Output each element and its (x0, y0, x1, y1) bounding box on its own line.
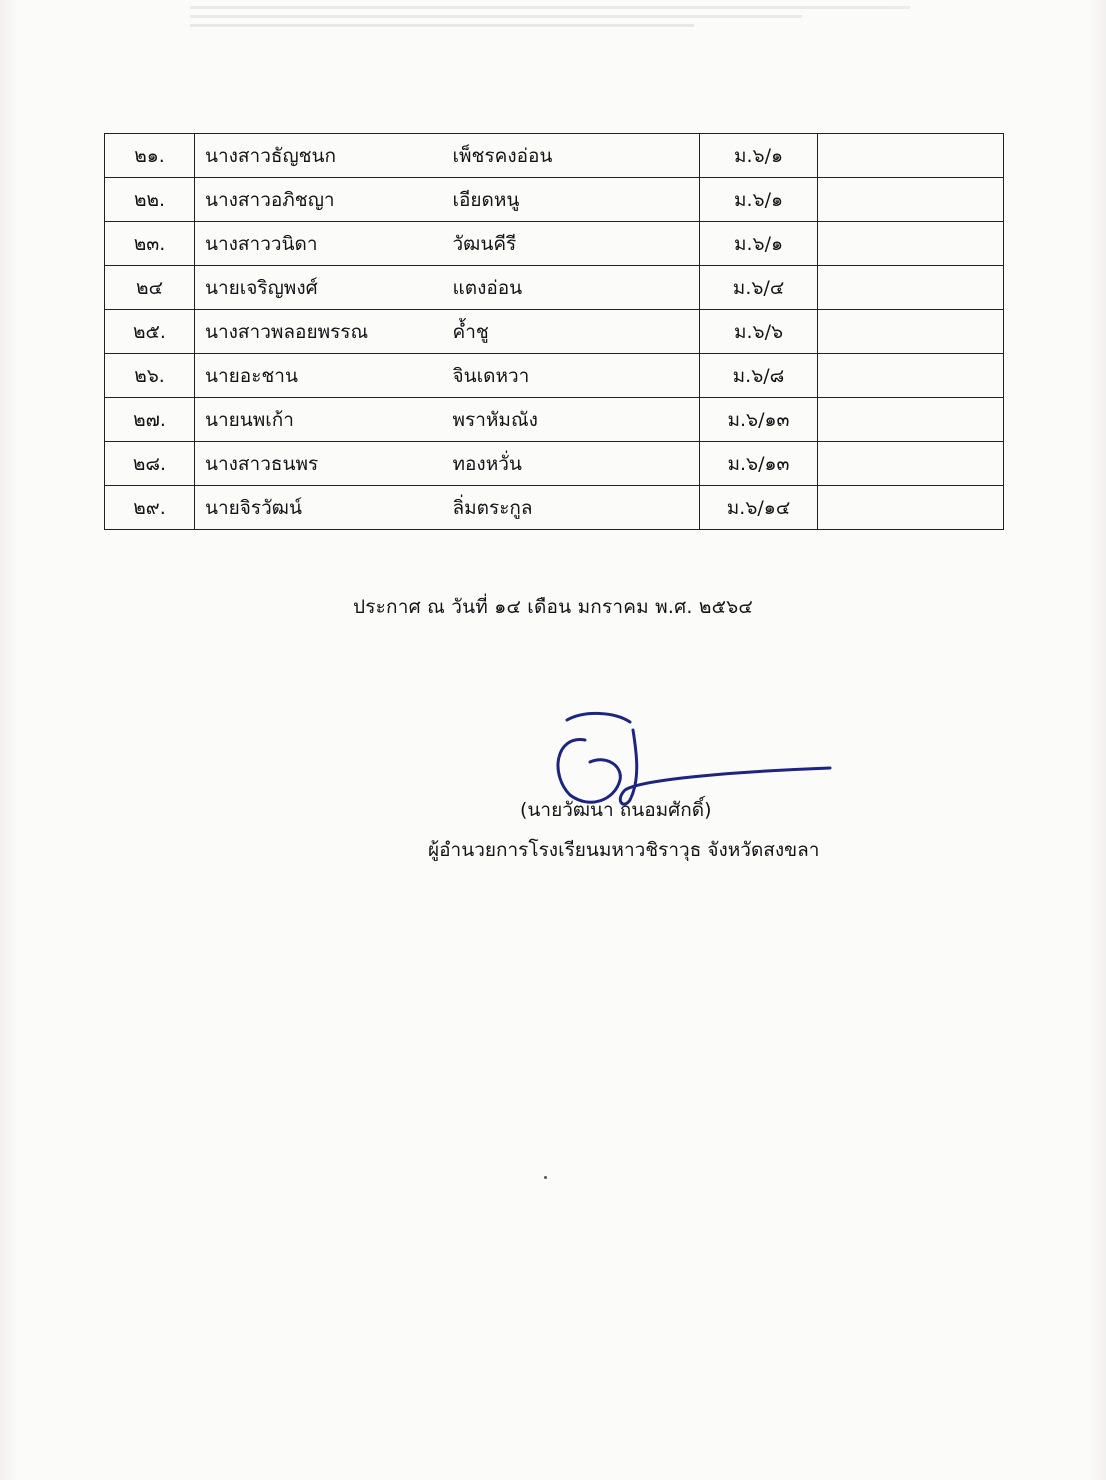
row-number: ๒๘. (105, 442, 195, 486)
signer-title: ผู้อำนวยการโรงเรียนมหาวชิราวุธ จังหวัดสงขลา (428, 839, 820, 861)
note-cell (818, 310, 1004, 354)
student-table-body (105, 134, 1004, 530)
first-name-cell: นางสาวธนพร (195, 442, 443, 486)
last-name-cell: จินเดหวา (443, 354, 700, 398)
first-name-cell: นางสาวธัญชนก (195, 134, 443, 178)
class-cell: ม.๖/๑๔ (700, 486, 818, 530)
row-number: ๒๗. (105, 398, 195, 442)
table-row (105, 310, 1004, 354)
class-cell: ม.๖/๑ (700, 134, 818, 178)
first-name-cell: นายนพเก้า (195, 398, 443, 442)
last-name-cell: เพ็ชรคงอ่อน (443, 134, 700, 178)
table-row (105, 134, 1004, 178)
note-cell (818, 178, 1004, 222)
first-name-cell: นายจิรวัฒน์ (195, 486, 443, 530)
last-name-cell: ค้ำชู (443, 310, 700, 354)
last-name-cell: ลิ่มตระกูล (443, 486, 700, 530)
paper-speck (544, 1176, 547, 1179)
class-cell: ม.๖/๔ (700, 266, 818, 310)
last-name-cell: วัฒนคีรี (443, 222, 700, 266)
row-number: ๒๓. (105, 222, 195, 266)
row-number: ๒๒. (105, 178, 195, 222)
class-cell: ม.๖/๖ (700, 310, 818, 354)
last-name-cell: พราหัมณัง (443, 398, 700, 442)
table-row (105, 178, 1004, 222)
note-cell (818, 398, 1004, 442)
announcement-date: ประกาศ ณ วันที่ ๑๔ เดือน มกราคม พ.ศ. ๒๕๖๔ (352, 596, 753, 618)
note-cell (818, 486, 1004, 530)
signer-name: (นายวัฒนา ถนอมศักดิ์) (520, 799, 712, 821)
table-row (105, 266, 1004, 310)
row-number: ๒๔ (105, 266, 195, 310)
row-number: ๒๑. (105, 134, 195, 178)
last-name-cell: เอียดหนู (443, 178, 700, 222)
last-name-cell: ทองหวั่น (443, 442, 700, 486)
note-cell (818, 134, 1004, 178)
bleed-through-text (190, 0, 910, 60)
row-number: ๒๖. (105, 354, 195, 398)
first-name-cell: นางสาววนิดา (195, 222, 443, 266)
note-cell (818, 354, 1004, 398)
first-name-cell: นางสาวอภิชญา (195, 178, 443, 222)
first-name-cell: นายอะชาน (195, 354, 443, 398)
last-name-cell: แตงอ่อน (443, 266, 700, 310)
note-cell (818, 222, 1004, 266)
table-row (105, 442, 1004, 486)
class-cell: ม.๖/๑ (700, 222, 818, 266)
table-row (105, 354, 1004, 398)
first-name-cell: นางสาวพลอยพรรณ (195, 310, 443, 354)
row-number: ๒๕. (105, 310, 195, 354)
class-cell: ม.๖/๘ (700, 354, 818, 398)
note-cell (818, 442, 1004, 486)
table-row (105, 222, 1004, 266)
note-cell (818, 266, 1004, 310)
class-cell: ม.๖/๑ (700, 178, 818, 222)
class-cell: ม.๖/๑๓ (700, 442, 818, 486)
class-cell: ม.๖/๑๓ (700, 398, 818, 442)
row-number: ๒๙. (105, 486, 195, 530)
first-name-cell: นายเจริญพงศ์ (195, 266, 443, 310)
student-table (104, 133, 1004, 530)
table-row (105, 486, 1004, 530)
table-row (105, 398, 1004, 442)
